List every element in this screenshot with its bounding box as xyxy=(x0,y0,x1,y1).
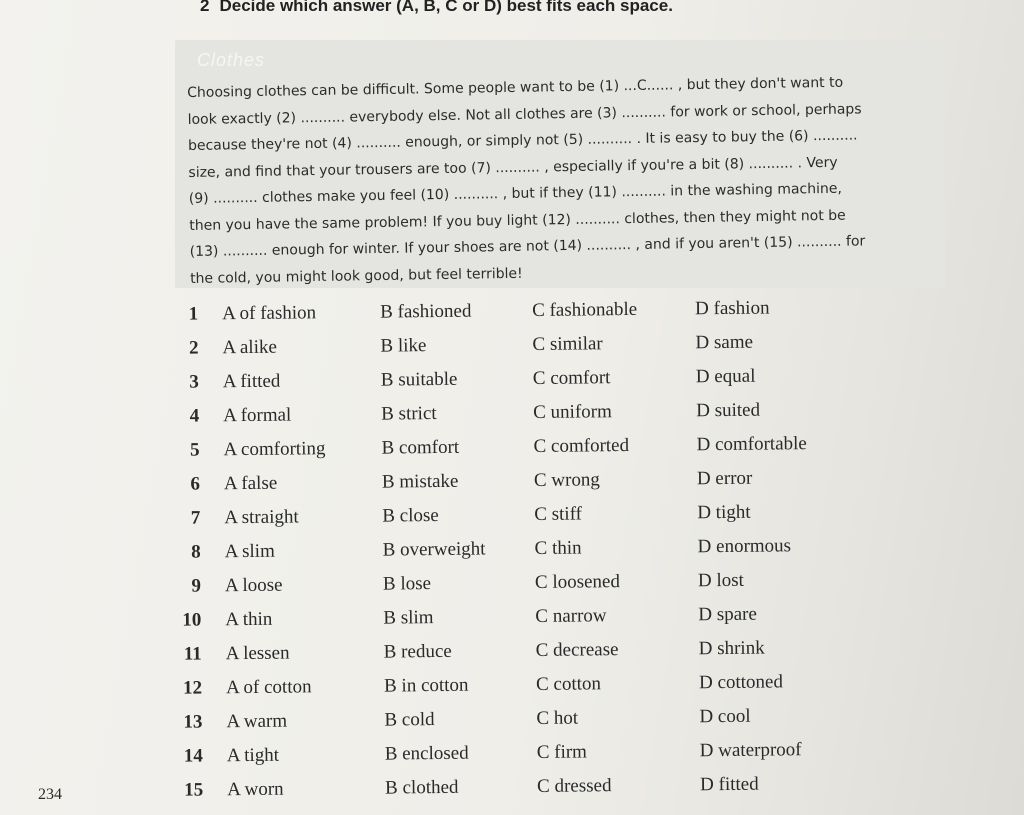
question-number: 10 xyxy=(182,609,202,631)
page-number: 234 xyxy=(38,786,62,803)
option-c: C similar xyxy=(532,333,603,355)
passage-line: Choosing clothes can be difficult. Some people want to be (1) ...C...... , but they don't want to xyxy=(187,74,844,101)
option-a: A straight xyxy=(224,506,299,529)
option-d: D waterproof xyxy=(699,739,802,762)
option-b: B reduce xyxy=(383,640,452,663)
option-c: C uniform xyxy=(533,401,612,423)
exercise-heading xyxy=(200,0,673,16)
option-d: D enormous xyxy=(697,535,792,558)
option-b: B strict xyxy=(381,403,437,425)
question-number: 14 xyxy=(183,745,203,767)
option-c: C loosened xyxy=(534,571,621,593)
answer-options-list xyxy=(150,292,875,810)
option-c: C comfort xyxy=(532,367,611,389)
option-d: D equal xyxy=(695,365,756,388)
question-number: 8 xyxy=(191,541,201,563)
option-d: D cool xyxy=(699,705,751,728)
question-number: 6 xyxy=(190,473,201,495)
passage-box xyxy=(175,40,945,288)
option-a: A thin xyxy=(225,608,273,631)
option-c: C wrong xyxy=(533,469,601,491)
option-c: C fashionable xyxy=(532,298,638,321)
question-number: 4 xyxy=(189,405,200,427)
passage-line: look exactly (2) .......... everybody else. Not all clothes are (3) .......... for work or school, perhaps xyxy=(187,100,862,128)
option-a: A lessen xyxy=(225,642,290,665)
option-b: B lose xyxy=(382,573,432,595)
option-d: D shrink xyxy=(698,637,765,660)
question-number: 1 xyxy=(188,303,199,325)
option-c: C cotton xyxy=(535,673,602,695)
option-b: B slim xyxy=(383,607,434,629)
option-a: A comforting xyxy=(223,438,326,461)
option-a: A loose xyxy=(224,574,283,597)
option-d: D tight xyxy=(697,501,751,524)
option-b: B suitable xyxy=(380,368,458,391)
option-a: A of cotton xyxy=(225,676,312,699)
option-d: D spare xyxy=(698,603,757,626)
exercise-number: 2 xyxy=(200,0,210,15)
option-c: C thin xyxy=(534,537,582,559)
option-d: D suited xyxy=(696,399,761,422)
exercise-instruction: Decide which answer (A, B, C or D) best fits each space. xyxy=(219,0,673,15)
option-a: A fitted xyxy=(222,370,281,393)
option-d: D comfortable xyxy=(696,433,807,456)
passage-line: (13) .......... enough for winter. If your shoes are not (14) .......... , and if you aren't (15) .......... for xyxy=(189,233,866,260)
option-c: C dressed xyxy=(537,775,612,797)
option-a: A false xyxy=(223,472,278,495)
option-a: A alike xyxy=(222,336,277,359)
option-a: A worn xyxy=(227,778,284,801)
option-d: D fashion xyxy=(695,297,770,320)
option-b: B in cotton xyxy=(383,674,469,697)
question-number: 11 xyxy=(183,643,202,665)
question-row xyxy=(155,768,875,810)
option-b: B cold xyxy=(384,709,435,731)
option-d: D error xyxy=(696,467,753,490)
passage-line: the cold, you might look good, but feel terrible! xyxy=(189,265,523,287)
option-a: A formal xyxy=(223,404,292,427)
option-d: D same xyxy=(695,331,754,354)
option-b: B overweight xyxy=(382,538,486,561)
option-c: C stiff xyxy=(534,503,583,525)
option-b: B comfort xyxy=(381,436,460,459)
option-d: D cottoned xyxy=(698,671,784,694)
option-c: C comforted xyxy=(533,434,630,457)
option-b: B fashioned xyxy=(380,300,472,323)
question-number: 7 xyxy=(190,507,201,529)
passage-line: because they're not (4) .......... enough, or simply not (5) .......... . It is easy to buy the (6) .......... xyxy=(187,127,858,154)
option-d: D fitted xyxy=(699,773,759,796)
option-c: C firm xyxy=(536,741,588,763)
passage-text xyxy=(187,68,935,292)
question-number: 5 xyxy=(189,439,200,461)
option-a: A tight xyxy=(226,744,280,767)
option-b: B enclosed xyxy=(384,742,469,765)
option-c: C hot xyxy=(536,707,579,729)
option-a: A warm xyxy=(226,710,288,733)
passage-line: then you have the same problem! If you buy light (12) .......... clothes, then they might not be xyxy=(189,207,846,234)
option-b: B mistake xyxy=(381,470,459,493)
question-number: 3 xyxy=(189,371,199,393)
passage-title: Clothes xyxy=(197,50,266,70)
option-d: D lost xyxy=(697,569,745,592)
option-c: C narrow xyxy=(535,605,607,627)
question-number: 15 xyxy=(184,779,204,801)
question-number: 9 xyxy=(191,575,202,597)
option-a: A of fashion xyxy=(222,302,317,325)
option-b: B close xyxy=(382,504,439,527)
passage-line: size, and find that your trousers are too (7) .......... , especially if you're a bit (8) .......... . Very xyxy=(188,154,838,181)
option-b: B like xyxy=(380,335,427,357)
question-number: 2 xyxy=(188,337,199,359)
question-number: 13 xyxy=(183,711,203,733)
option-a: A slim xyxy=(224,540,275,563)
question-number: 12 xyxy=(182,677,203,699)
option-c: C decrease xyxy=(535,639,619,661)
passage-line: (9) .......... clothes make you feel (10) .......... , but if they (11) .......... in the washing machine, xyxy=(188,180,842,207)
option-b: B clothed xyxy=(385,776,459,799)
